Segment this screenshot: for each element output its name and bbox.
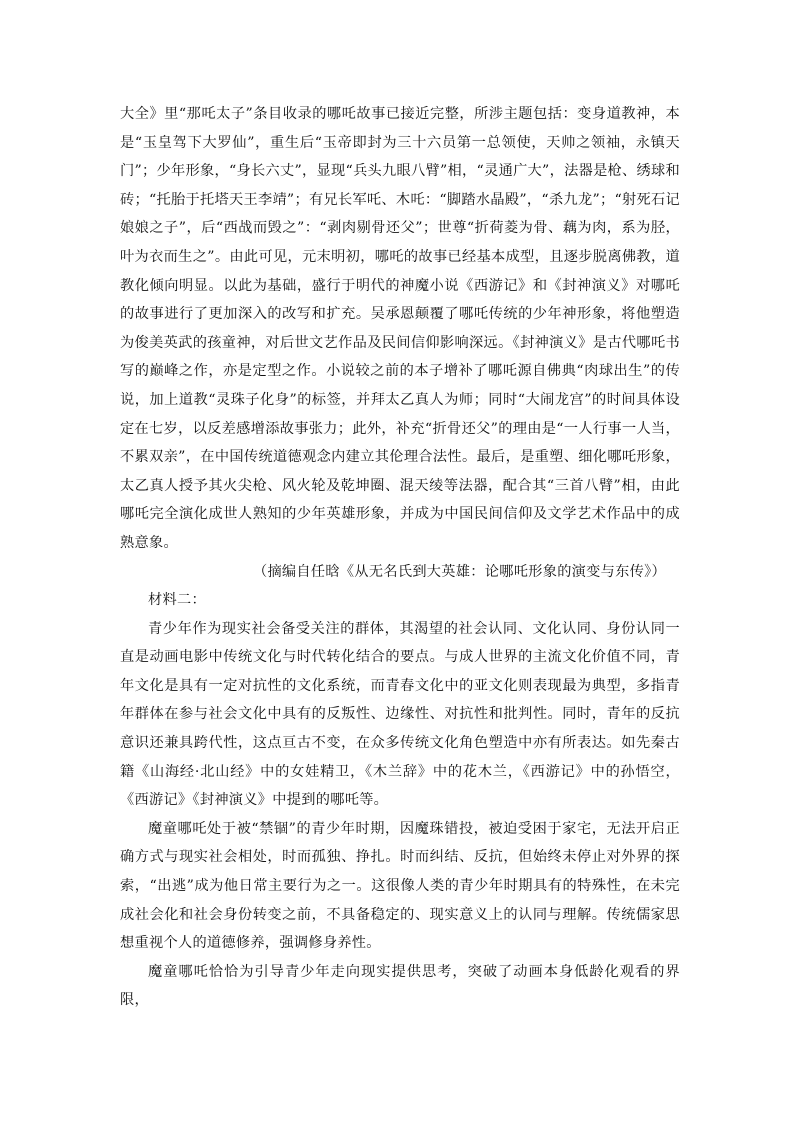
material2-paragraph-1: 青少年作为现实社会备受关注的群体，其渴望的社会认同、文化认同、身份认同一直是动画电影中传统文化与时代转化结合的要点。与成人世界的主流文化价值不同，青年文化是具有一定对抗性的文化系统，而青春文化中的亚文化则表现最为典型，多指青年群体在参与社会文化中具有的反叛性、边缘性、对抗性和批判性。同时，青年的反抗意识还兼具跨代性，这点亘古不变，在众多传统文化角色塑造中亦有所表达。如先秦古籍《山海经·北山经》中的女娃精卫，《木兰辞》中的花木兰，《西游记》中的孙悟空，《西游记》《封神演义》中提到的哪吒等。: [120, 620, 680, 809]
material2-label: 材料二：: [148, 592, 206, 609]
material1-source-citation: （摘编自任晗《从无名氏到大英雄：论哪吒形象的演变与东传》）: [252, 563, 666, 580]
material2-paragraph-3: 魔童哪吒恰恰为引导青少年走向现实提供思考，突破了动画本身低龄化观看的界限，: [120, 963, 680, 1009]
material1-paragraph: 大全》里“那吒太子”条目收录的哪吒故事已接近完整，所涉主题包括：变身道教神，本是“玉皇驾下大罗仙”，重生后“玉帝即封为三十六员第一总领使，天帅之领袖，永镇天门”；少年形象，“身长六丈”，显现“兵头九眼八臂”相，“灵通广大”，法器是枪、绣球和砖；“托胎于托塔天王李靖”；有兄长军吒、木吒：“脚踏水晶殿”，“杀九龙”；“射死石记娘娘之子”，后“西战而毁之”：“剥肉剔骨还父”；世尊“折荷菱为骨、藕为肉，系为胫，叶为衣而生之”。由此可见，元末明初，哪吒的故事已经基本成型，且逐步脱离佛教，道教化倾向明显。以此为基础，盛行于明代的神魔小说《西游记》和《封神演义》对哪吒的故事进行了更加深入的改写和扩充。吴承恩颠覆了哪吒传统的少年神形象，将他塑造为俊美英武的孩童神，对后世文艺作品及民间信仰影响深远。《封神演义》是古代哪吒书写的巅峰之作，亦是定型之作。小说较之前的本子增补了哪吒源自佛典“肉球出生”的传说，加上道教“灵珠子化身”的标签，并拜太乙真人为师；同时“大闹龙宫”的时间具体设定在七岁，以反差感增添故事张力；此外，补充“折骨还父”的理由是“一人行事一人当，不累双亲”，在中国传统道德观念内建立其伦理合法性。最后，是重塑、细化哪吒形象，太乙真人授予其火尖枪、风火轮及乾坤圈、混天绫等法器，配合其“三首八臂”相，由此哪吒完全演化成世人熟知的少年英雄形象，并成为中国民间信仰及文学艺术作品中的成熟意象。: [120, 106, 680, 551]
material2-paragraph-2: 魔童哪吒处于被“禁锢”的青少年时期，因魔珠错投，被迫受困于家宅，无法开启正确方式与现实社会相处，时而孤独、挣扎。时而纠结、反抗，但始终未停止对外界的探索，“出逃”成为他日常主要行为之一。这很像人类的青少年时期具有的特殊性，在未完成社会化和社会身份转变之前，不具备稳定的、现实意义上的认同与理解。传统儒家思想重视个人的道德修养，强调修身养性。: [120, 820, 680, 952]
document-body: [120, 100, 680, 1015]
